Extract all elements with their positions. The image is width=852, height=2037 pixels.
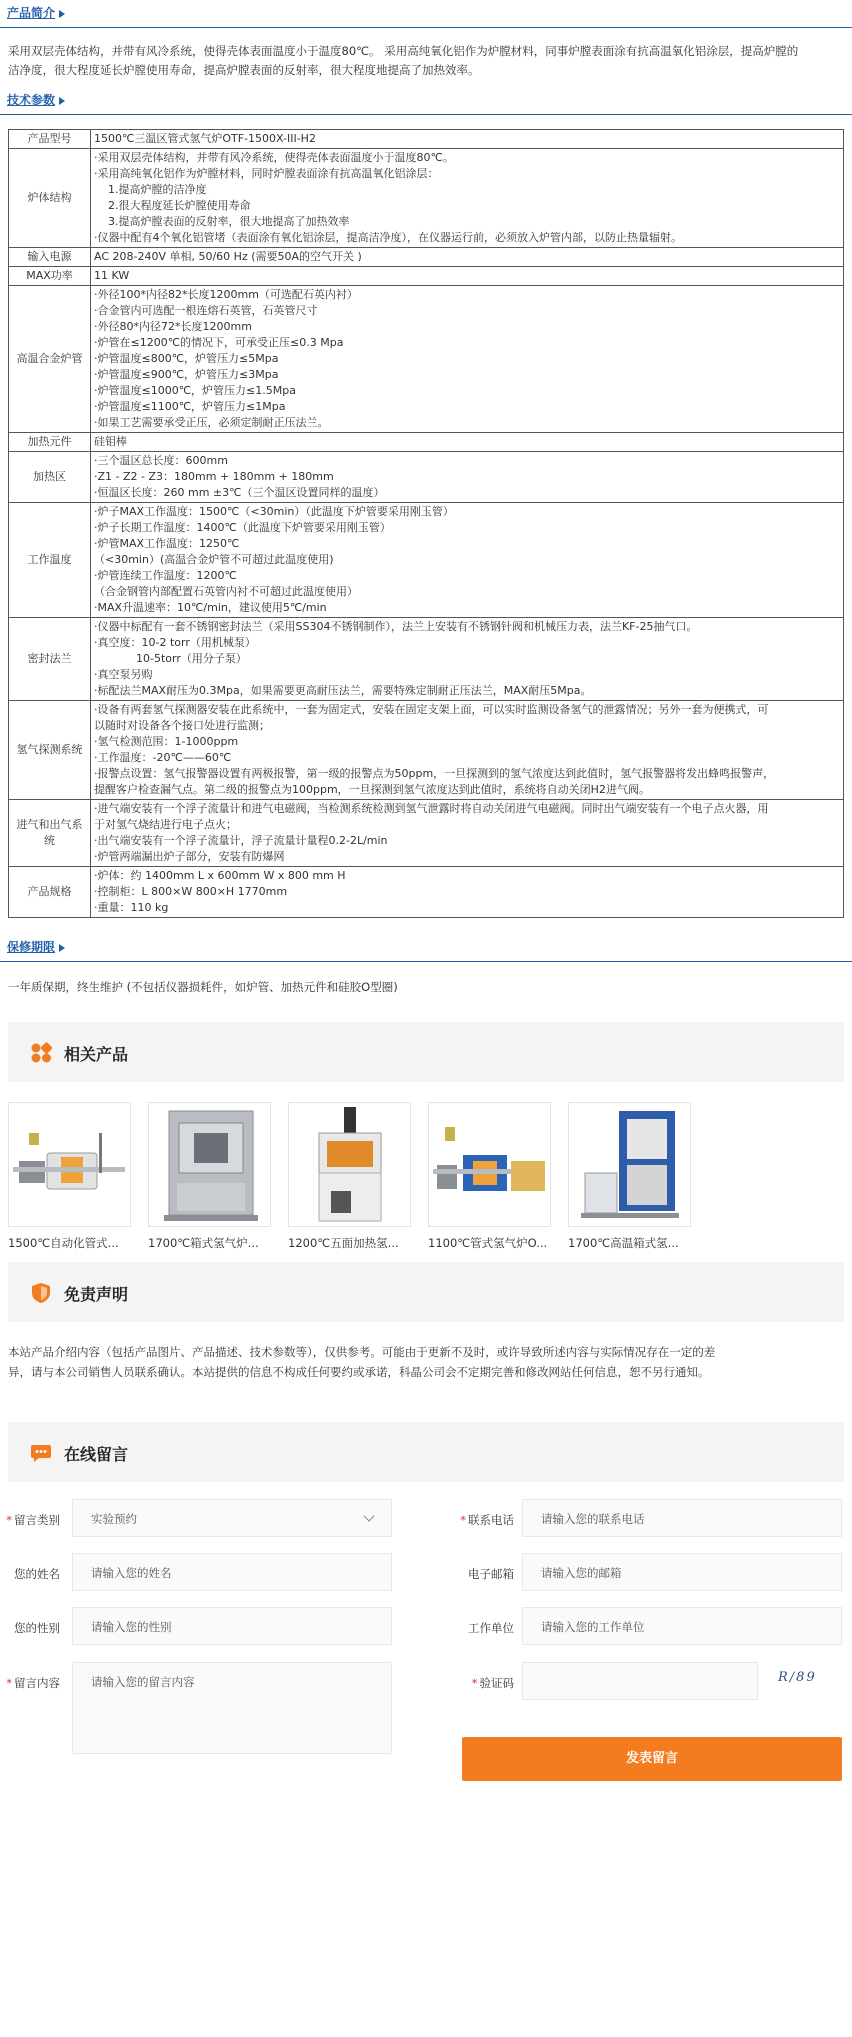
related-product-item[interactable] (428, 1102, 551, 1251)
spec-line: ·重量：110 kg (94, 901, 169, 914)
spec-line: ·出气端安装有一个浮子流量计，浮子流量计量程0.2-2L/min (94, 834, 388, 847)
disclaimer-header (8, 1262, 844, 1322)
spec-key: 密封法兰 (9, 618, 91, 701)
spec-line: ·炉管两端漏出炉子部分，安装有防爆网 (94, 850, 285, 863)
email-label: 电子邮箱 (468, 1567, 514, 1581)
spec-line: 1.提高炉膛的洁净度 (108, 183, 207, 196)
category-label: * 留言类别 (6, 1513, 60, 1527)
spec-line: ·炉管连续工作温度：1200℃ (94, 569, 237, 582)
chevron-down-icon (363, 1510, 374, 1521)
spec-key: 高温合金炉管 (9, 286, 91, 433)
category-select[interactable] (72, 1499, 392, 1537)
spec-value: 11 KW (91, 267, 844, 286)
intro-heading-text: 产品简介 (7, 6, 56, 20)
spec-line: ·三个温区总长度：600mm (94, 454, 228, 467)
intro-paragraph (0, 28, 852, 87)
related-products-list (0, 1082, 852, 1262)
spec-line: （<30min）(高温合金炉管不可超过此温度使用) (94, 553, 334, 566)
table-row (9, 149, 844, 248)
spec-line: ·炉管温度≤1100℃，炉管压力≤1Mpa (94, 400, 286, 413)
related-product-item[interactable] (8, 1102, 131, 1251)
table-row (9, 452, 844, 503)
content-label: * 留言内容 (6, 1676, 60, 1690)
spec-line: ·仪器中配有4个氧化铝管堵（表面涂有氧化铝涂层，提高洁净度），在仪器运行前，必须放入炉管内部，以防止热量辐射。 (94, 231, 682, 244)
product-image[interactable] (428, 1102, 551, 1227)
table-row (9, 618, 844, 701)
spec-line: ·Z1 - Z2 - Z3：180mm + 180mm + 180mm (94, 470, 334, 483)
related-products-title: 相关产品 (64, 1045, 129, 1064)
table-row (9, 433, 844, 452)
submit-button[interactable]: 发表留言 (462, 1737, 842, 1781)
spec-line: ·工作温度：-20℃——60℃ (94, 751, 232, 764)
product-image[interactable] (148, 1102, 271, 1227)
disclaimer-line: 本站产品介绍内容（包括产品图片、产品描述、技术参数等），仅供参考。可能由于更新不及时，或许导致所述内容与实际情况存在一定的差 (8, 1345, 716, 1359)
table-row (9, 267, 844, 286)
disclaimer-line: 异，请与本公司销售人员联系确认。本站提供的信息不构成任何要约或承诺，科晶公司会不定期完善和修改网站任何信息，恕不另行通知。 (8, 1365, 710, 1379)
product-image[interactable] (568, 1102, 691, 1227)
related-product-item[interactable] (568, 1102, 691, 1251)
phone-input[interactable]: 请输入您的联系电话 (522, 1499, 842, 1537)
message-header (8, 1422, 844, 1482)
spec-key: 炉体结构 (9, 149, 91, 248)
spec-key: 加热元件 (9, 433, 91, 452)
spec-value (91, 701, 844, 800)
product-image[interactable] (288, 1102, 411, 1227)
spec-value (91, 452, 844, 503)
product-caption[interactable]: 1700℃高温箱式氢... (568, 1236, 679, 1250)
spec-value (91, 286, 844, 433)
spec-line: ·真空泵另购 (94, 668, 153, 681)
spec-key: 输入电源 (9, 248, 91, 267)
message-form (0, 1482, 852, 1842)
spec-line: ·炉管MAX工作温度：1250℃ (94, 537, 240, 550)
gender-input[interactable]: 请输入您的性别 (72, 1607, 392, 1645)
spec-line: ·设备有两套氢气探测器安装在此系统中，一套为固定式，安装在固定支架上面，可以实时监测设备氢气的泄露情况；另外一套为便携式，可 (94, 703, 769, 716)
params-heading-text: 技术参数 (7, 93, 56, 107)
table-row (9, 701, 844, 800)
spec-line: ·炉管温度≤800℃，炉管压力≤5Mpa (94, 352, 279, 365)
product-caption[interactable]: 1500℃自动化管式... (8, 1236, 119, 1250)
spec-line: ·标配法兰MAX耐压为0.3Mpa，如果需要更高耐压法兰，需要特殊定制耐正压法兰，MAX耐压5Mpa。 (94, 684, 592, 697)
spec-line: ·炉管温度≤900℃，炉管压力≤3Mpa (94, 368, 279, 381)
spec-line: ·氢气检测范围：1-1000ppm (94, 735, 239, 748)
spec-key: 工作温度 (9, 503, 91, 618)
spec-line: ·炉管温度≤1000℃，炉管压力≤1.5Mpa (94, 384, 296, 397)
disclaimer-text (0, 1322, 852, 1422)
spec-line: ·外径80*内径72*长度1200mm (94, 320, 252, 333)
table-row (9, 800, 844, 867)
spec-line: （合金钢管内部配置石英管内衬不可超过此温度使用） (94, 585, 358, 598)
category-select-value: 实验预约 (91, 1512, 137, 1526)
disclaimer-title: 免责声明 (64, 1285, 129, 1304)
spec-table (8, 129, 844, 918)
triangle-right-icon (59, 944, 65, 952)
warranty-text: 一年质保期，终生维护 (不包括仪器损耗件，如炉管、加热元件和硅胶O型圈) (8, 980, 398, 994)
intro-line: 洁净度，很大程度延长炉膛使用寿命，提高炉膛表面的反射率，很大程度地提高了加热效率。 (8, 63, 480, 77)
spec-line: 10-5torr（用分子泵） (136, 652, 247, 665)
spec-key: 产品规格 (9, 867, 91, 918)
spec-line: 2.很大程度延长炉膛使用寿命 (108, 199, 251, 212)
company-input[interactable]: 请输入您的工作单位 (522, 1607, 842, 1645)
spec-value: AC 208-240V 单相, 50/60 Hz (需要50A的空气开关 ) (91, 248, 844, 267)
spec-line: ·炉体：约 1400mm L x 600mm W x 800 mm H (94, 869, 346, 882)
spec-line: ·真空度：10-2 torr（用机械泵） (94, 636, 256, 649)
spec-value (91, 800, 844, 867)
company-label: 工作单位 (468, 1621, 514, 1635)
chat-bubble-icon (30, 1442, 52, 1464)
content-textarea[interactable]: 请输入您的留言内容 (72, 1662, 392, 1754)
intro-line: 采用双层壳体结构，并带有风冷系统，使得壳体表面温度小于温度80℃。 采用高纯氧化铝作为炉膛材料，同事炉膛表面涂有抗高温氧化铝涂层，提高炉膛的 (8, 44, 799, 58)
spec-key: MAX功率 (9, 267, 91, 286)
spec-key: 氢气探测系统 (9, 701, 91, 800)
spec-line: ·炉管在≤1200℃的情况下，可承受正压≤0.3 Mpa (94, 336, 344, 349)
product-caption[interactable]: 1100℃管式氢气炉O... (428, 1236, 548, 1250)
phone-label: * 联系电话 (460, 1513, 514, 1527)
product-image[interactable] (8, 1102, 131, 1227)
spec-key: 产品型号 (9, 130, 91, 149)
spec-key: 进气和出气系统 (9, 800, 91, 867)
related-product-item[interactable] (288, 1102, 411, 1251)
spec-line: ·控制柜：L 800×W 800×H 1770mm (94, 885, 288, 898)
email-input[interactable]: 请输入您的邮箱 (522, 1553, 842, 1591)
spec-value (91, 867, 844, 918)
spec-value (91, 503, 844, 618)
spec-key: 加热区 (9, 452, 91, 503)
spec-line: ·MAX升温速率：10℃/min，建议使用5℃/min (94, 601, 327, 614)
message-title: 在线留言 (64, 1445, 129, 1464)
spec-value (91, 149, 844, 248)
spec-line: ·如果工艺需要承受正压，必须定制耐正压法兰。 (94, 416, 329, 429)
related-product-item[interactable] (148, 1102, 271, 1251)
gender-label: 您的性别 (14, 1621, 60, 1635)
table-row (9, 130, 844, 149)
product-caption[interactable]: 1200℃五面加热氢... (288, 1236, 399, 1250)
related-products-header (8, 1022, 844, 1082)
table-row (9, 503, 844, 618)
spec-line: ·合金管内可选配一根连熔石英管，石英管尺寸 (94, 304, 318, 317)
captcha-label: * 验证码 (471, 1676, 514, 1690)
spec-line: ·仪器中标配有一套不锈钢密封法兰（采用SS304不锈钢制作），法兰上安装有不锈钢针阀和机械压力表，法兰KF-25抽气口。 (94, 620, 698, 633)
table-row (9, 248, 844, 267)
spec-line: ·采用双层壳体结构，并带有风冷系统，使得壳体表面温度小于温度80℃。 (94, 151, 454, 164)
name-label: 您的姓名 (14, 1567, 60, 1581)
product-caption[interactable]: 1700℃箱式氢气炉... (148, 1236, 259, 1250)
table-row (9, 867, 844, 918)
grid-icon (30, 1042, 52, 1064)
name-input[interactable]: 请输入您的姓名 (72, 1553, 392, 1591)
spec-line: ·进气端安装有一个浮子流量计和进气电磁阀，当检测系统检测到氢气泄露时将自动关闭进气电磁阀。同时出气端安装有一个电子点火器，用 (94, 802, 769, 815)
warranty-heading-text: 保修期限 (7, 940, 56, 954)
spec-line: ·炉子MAX工作温度：1500℃（<30min）（此温度下炉管要采用刚玉管） (94, 505, 454, 518)
spec-line: 3.提高炉膛表面的反射率，很大地提高了加热效率 (108, 215, 350, 228)
shield-icon (30, 1282, 52, 1304)
spec-line: ·外径100*内径82*长度1200mm（可选配石英内衬） (94, 288, 358, 301)
spec-line: ·采用高纯氧化铝作为炉膛材料，同时炉膛表面涂有抗高温氧化铝涂层： (94, 167, 439, 180)
spec-line: 以随时对设备各个接口处进行监测； (94, 719, 270, 732)
spec-value (91, 618, 844, 701)
intro-heading (0, 0, 852, 28)
captcha-image[interactable]: R/89 (778, 1670, 817, 1685)
triangle-right-icon (59, 10, 65, 18)
warranty-heading (0, 934, 852, 962)
table-row (9, 286, 844, 433)
spec-line: ·恒温区长度：260 mm ±3℃（三个温区设置同样的温度） (94, 486, 385, 499)
spec-value: 硅钼棒 (91, 433, 844, 452)
spec-line: 于对氢气烧结进行电子点火； (94, 818, 237, 831)
spec-value: 1500℃三温区管式氢气炉OTF-1500X-III-H2 (91, 130, 844, 149)
params-heading (0, 87, 852, 115)
triangle-right-icon (59, 97, 65, 105)
spec-line: ·炉子长期工作温度：1400℃（此温度下炉管要采用刚玉管） (94, 521, 391, 534)
spec-line: ·报警点设置：氢气报警器设置有两极报警，第一级的报警点为50ppm，一旦探测到的氢气浓度达到此值时，氢气报警器将发出蜂鸣报警声， (94, 767, 775, 780)
captcha-input[interactable] (522, 1662, 758, 1700)
spec-line: 提醒客户检查漏气点。第二级的报警点为100ppm，一旦探测到氢气浓度达到此值时，系统将自动关闭H2进气阀。 (94, 783, 650, 796)
